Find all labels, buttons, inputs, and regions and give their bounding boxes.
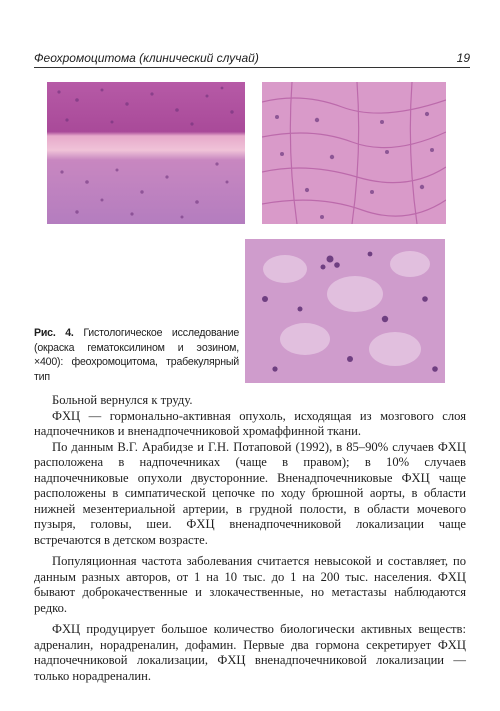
running-title: Феохромоцитома (клинический случай) <box>34 51 259 65</box>
histology-image-medium-magnification <box>262 82 446 224</box>
paragraph: Популяционная частота заболевания считается невысокой и составляет, по данным разных авторов, от 1 на 10 тыс. до 1 на 200 тыс. населения. ФХЦ бывают доброкачественные и злокачественные, но метастазы наблюдаются редко. <box>34 554 466 615</box>
paragraph: ФХЦ — гормонально-активная опухоль, исходящая из мозгового слоя надпочечников и вненадпочечниковой хромаффинной ткани. <box>34 408 466 438</box>
body-text <box>34 393 466 684</box>
figure-label: Рис. 4. <box>34 327 74 339</box>
histology-image-low-magnification <box>47 82 245 224</box>
histology-image-high-magnification <box>245 239 445 383</box>
running-header <box>34 48 470 68</box>
page-number: 19 <box>456 51 470 65</box>
paragraph: По данным В.Г. Арабидзе и Г.Н. Потаповой (1992), в 85–90% случаев ФХЦ расположена в надпочечниках (чаще в правом); в 10% случаев надпочечниковые опухоли двусторонние. Вненадпочечниковые ФХЦ чаще расположены в симпатической цепочке по ходу брюшной аорты, в области нижней мезентериальной артерии, в грудной полости, в области мочевого пузыря, головы, шеи. ФХЦ вненадпочечниковой локализации чаще встречаются в детском возрасте. <box>34 439 466 547</box>
figure-caption <box>34 326 239 384</box>
paragraph: ФХЦ продуцирует большое количество биологически активных веществ: адреналин, норадреналин, дофамин. Первые два гормона секретирует ФХЦ надпочечниковой локализации, ФХЦ вненадпочечниковой локализации — только норадреналин. <box>34 622 466 683</box>
figure-caption-text: Гистологическое исследование (окраска гематоксилином и эозином, ×400): феохромоцитома, трабекулярный тип <box>34 327 240 383</box>
paragraph: Больной вернулся к труду. <box>52 393 193 407</box>
